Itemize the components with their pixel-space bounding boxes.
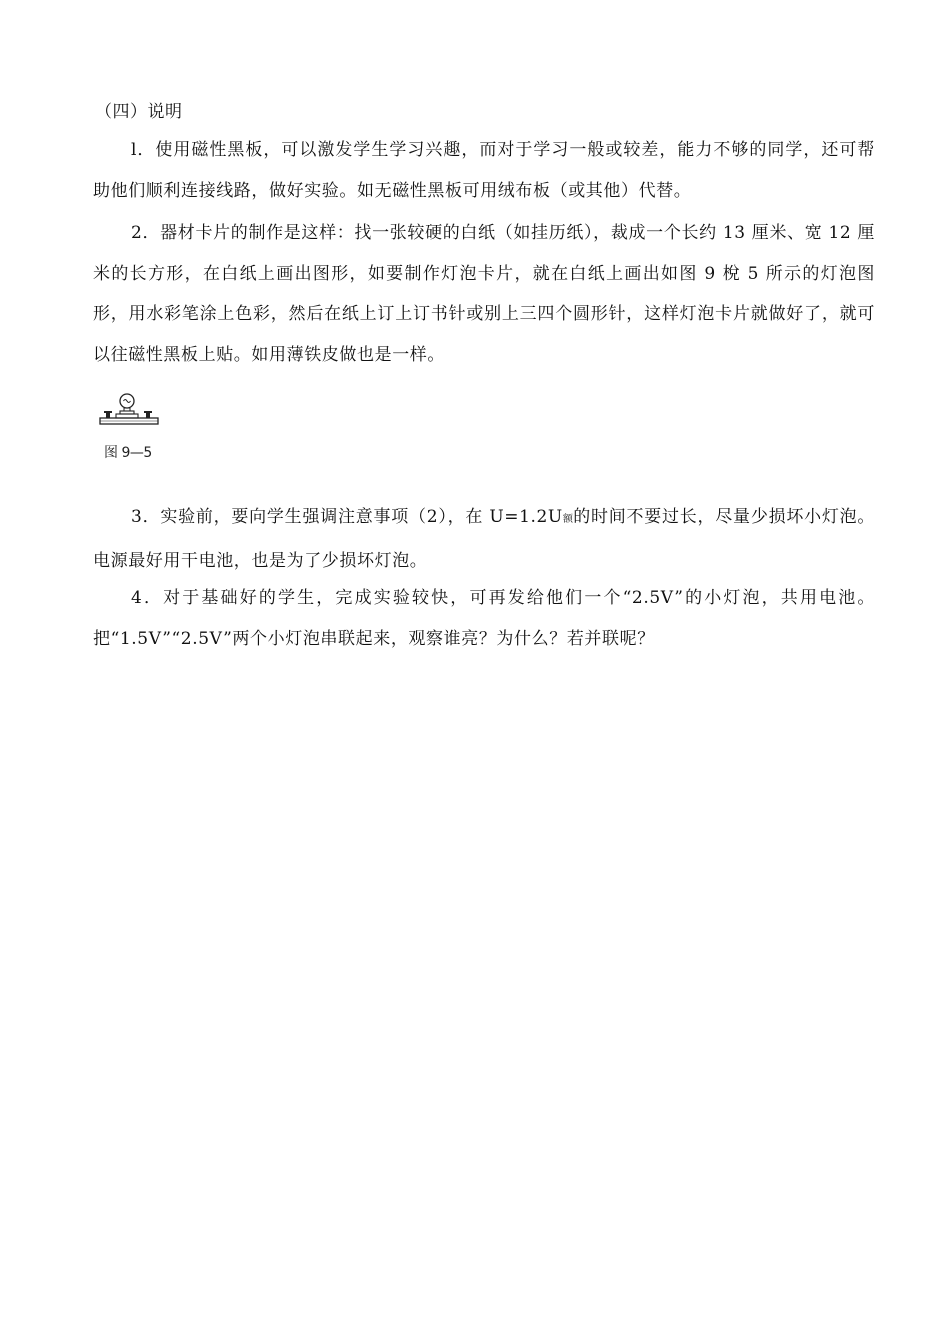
paragraph-1: l．使用磁性黑板，可以激发学生学习兴趣，而对于学习一般或较差，能力不够的同学，还可帮助他们顺利连接线路，做好实验。如无磁性黑板可用绒布板（或其他）代替。 xyxy=(93,140,875,201)
paragraph-3 xyxy=(93,497,875,581)
subscript-rated: 额 xyxy=(562,514,574,525)
section-heading: （四）说明 xyxy=(95,102,183,122)
paragraph-2: 2．器材卡片的制作是这样：找一张较硬的白纸（如挂历纸），裁成一个长约 13 厘米、宽 12 厘米的长方形，在白纸上画出图形，如要制作灯泡卡片，就在白纸上画出如图 9 梲 5 所示的灯泡图形，用水彩笔涂上色彩，然后在纸上订上订书针或别上三四个圆形针，这样灯泡卡片就做好了，就可以往磁性黑板上贴。如用薄铁皮做也是一样。 xyxy=(93,223,875,365)
paragraph-4: 4．对于基础好的学生，完成实验较快，可再发给他们一个“2.5V”的小灯泡，共用电池。把“1.5V”“2.5V”两个小灯泡串联起来，观察谁亮？为什么？若并联呢？ xyxy=(93,588,875,649)
paragraph-3-text-a: 3．实验前，要向学生强调注意事项（2），在 U=1.2U xyxy=(131,507,563,527)
paragraph-3-text-b: 的时间不要过长，尽量少损坏小灯泡。电源最好用干电池，也是为了少损坏灯泡。 xyxy=(93,507,875,571)
figure-caption: 图 9—5 xyxy=(104,445,152,461)
light-bulb-on-base-icon xyxy=(98,388,164,444)
